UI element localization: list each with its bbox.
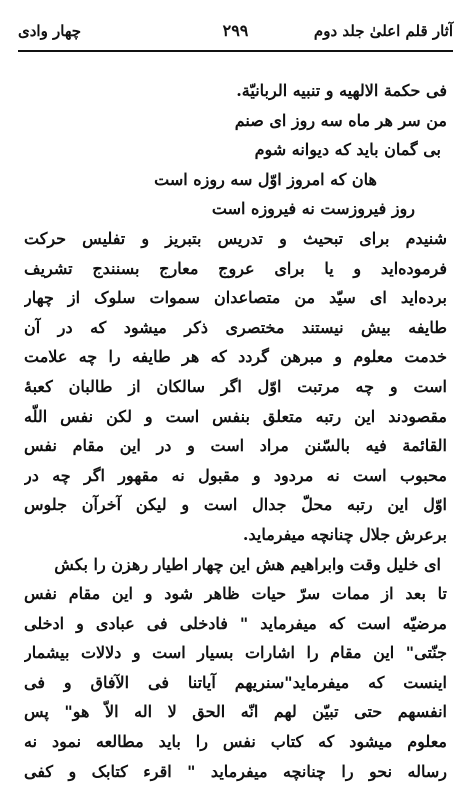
text-line: است و چه مرتبت اوّل اگر سالکان از طالبان کعبهٔ [24,376,447,396]
text-line: معلوم میشود که کتاب نفس را باید مطالعه نمود نه [24,732,447,752]
text-line: برعرش جلال چنانچه میفرماید. [242,524,447,544]
poem-line: ای خلیل وقت وابراهیم هش این چهار اطیار رهزن را بکش [54,554,441,574]
text-line: اوّل این رتبه محلّ جدال است و لیکن آخرآن جلوس [24,495,447,515]
text-line: تا بعد از ممات سرّ حیات ظاهر شود و این مقام نفس [24,584,447,604]
text-line: طایفه بیش نیستند مختصری ذکر میشود که در آن [24,317,447,337]
text-line: جنّتی" این مقام را اشارات بسیار است و دلالات بیشمار [24,643,447,663]
text-line: اینست که میفرماید"سنریهم آیاتنا فی الآفاق و فی [24,672,447,692]
text-line: من سر هر ماه سه روز ای صنم [234,110,447,130]
text-line: رساله نحو را چنانچه میفرماید " اقرء کتابک و کفی [24,761,447,781]
page-header [18,10,453,52]
text-line: خدمت معلوم و مبرهن گردد که هر طایفه را چه علامت [24,347,447,367]
page-body [24,76,447,786]
chapter-title: چهار وادی [18,22,82,40]
text-line: انفسهم حتی تبیّن لهم انّه الحق لا اله الاّ هو" پس [24,702,447,722]
text-line: مرضیّه است که میفرماید " فادخلی فی عبادی و ادخلی [24,613,447,633]
text-line: مقصودند این رتبه متعلق بنفس است و لکن نفس اللّه [24,406,447,426]
text-line: برده‌اید ای سیّد من متصاعدان سموات سلوک از چهار [24,288,447,308]
book-title: آثار قلم اعلیٰ جلد دوم [313,22,453,40]
text-line: فرموده‌اید و یا برای عروج معارج بسنندج تشریف [24,258,447,278]
poem-line: بی گمان باید که دیوانه شوم [254,140,441,160]
poem-line: روز فیروزست نه فیروزه است [211,199,415,219]
poem-line: هان که امروز اوّل سه روزه است [154,169,377,189]
text-line: محبوب است نه مردود و مقبول نه مقهور اگر چه در [24,465,447,485]
text-line: فی حکمة الالهیه و تنبیه الربانیّة. [236,81,447,100]
text-line: شنیدم برای تبحیث و تدریس بتبریز و تفلیس حرکت [24,228,447,248]
text-line: القائمة فیه بالسّنن مراد است و در این مقام نفس [24,436,447,456]
page-number: ۲۹۹ [222,21,249,40]
